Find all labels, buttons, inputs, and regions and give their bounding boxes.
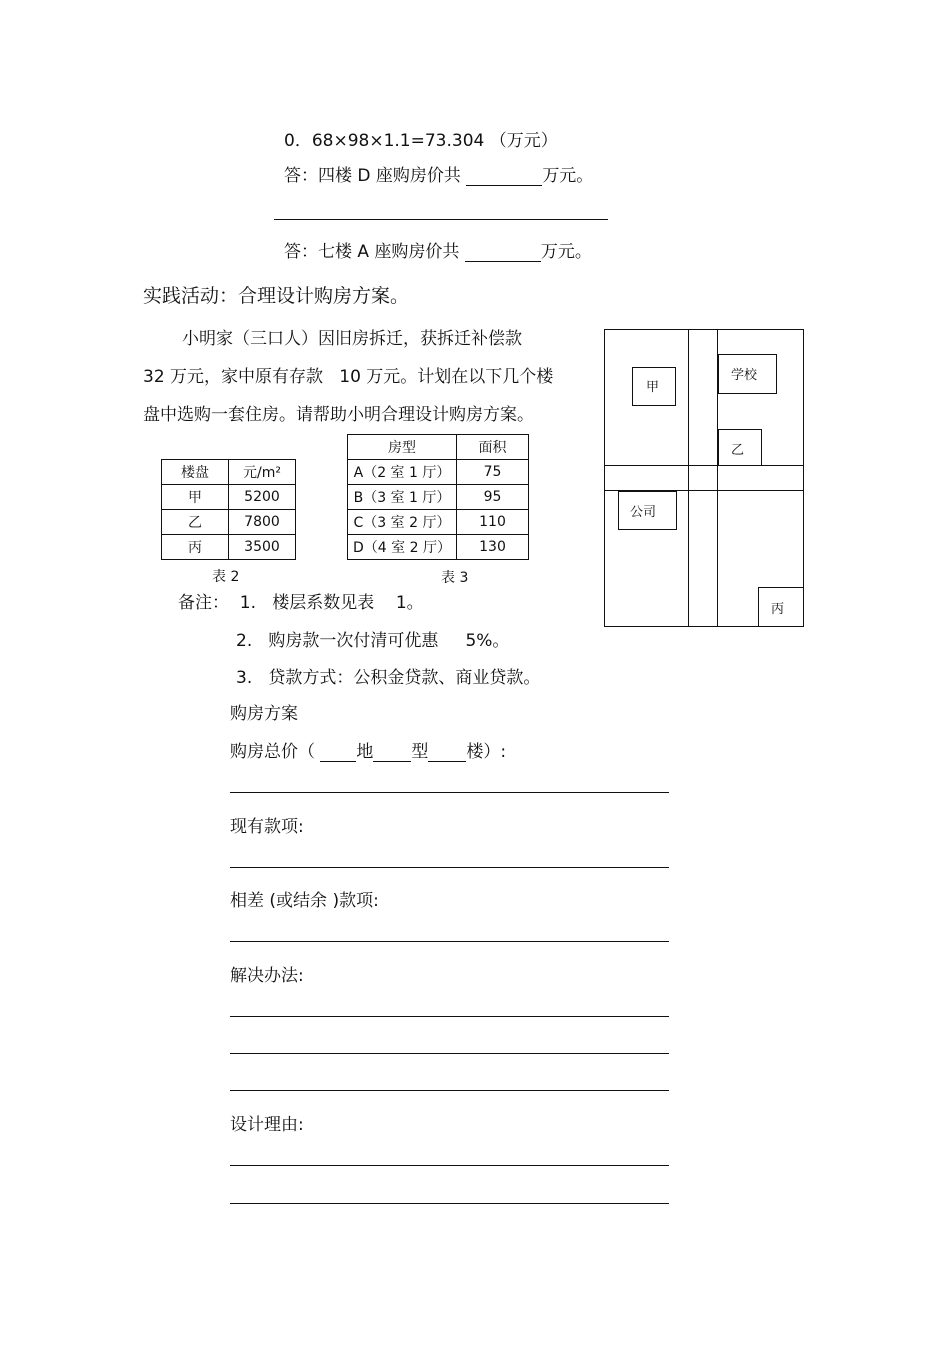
- answer-blank[interactable]: [465, 243, 541, 262]
- table-cell: D（4 室 2 厅）: [348, 535, 457, 560]
- table-row: [162, 535, 296, 560]
- answer-four-d: [284, 161, 593, 186]
- table-row: [162, 510, 296, 535]
- reason-label: 设计理由:: [230, 1115, 304, 1135]
- table-header: 房型: [348, 435, 457, 460]
- answer-line[interactable]: [230, 1053, 669, 1054]
- table-row: [162, 485, 296, 510]
- total-price-line: [230, 737, 506, 762]
- answer-seven-a: [284, 237, 592, 262]
- answer-line[interactable]: [230, 1090, 669, 1091]
- answer-line[interactable]: [230, 792, 669, 793]
- table-header: 楼盘: [162, 460, 229, 485]
- table-row: [348, 510, 529, 535]
- table-cell: 甲: [162, 485, 229, 510]
- answer-line[interactable]: [230, 1203, 669, 1204]
- price-table: [161, 459, 296, 560]
- answer-line[interactable]: [230, 867, 669, 868]
- site-yi: [718, 429, 762, 466]
- room-type-table: [347, 434, 529, 560]
- site-bing: [758, 587, 804, 627]
- company-box: [618, 491, 677, 530]
- table-header: 面积: [457, 435, 529, 460]
- answer-suffix: 万元。: [540, 242, 592, 262]
- table-cell: 丙: [162, 535, 229, 560]
- answer-line[interactable]: [230, 1016, 669, 1017]
- activity-title: 实践活动：合理设计购房方案。: [143, 285, 410, 307]
- table-cell: 乙: [162, 510, 229, 535]
- type-blank[interactable]: [373, 743, 411, 762]
- total-xing: 型: [411, 742, 429, 762]
- total-di: 地: [356, 742, 374, 762]
- table-row: [348, 460, 529, 485]
- note-2: 2. 购房款一次付清可优惠 5%。: [236, 631, 510, 651]
- site-label: 丙: [771, 602, 785, 617]
- table-row: [348, 485, 529, 510]
- table-cell: 95: [457, 485, 529, 510]
- table-cell: C（3 室 2 厅）: [348, 510, 457, 535]
- difference-label: 相差 (或结余 )款项:: [230, 891, 379, 911]
- location-map: [604, 329, 804, 627]
- table-row: [348, 535, 529, 560]
- note-1: 备注： 1. 楼层系数见表 1。: [178, 593, 424, 613]
- location-blank[interactable]: [320, 743, 356, 762]
- answer-line[interactable]: [230, 1165, 669, 1166]
- answer-prefix: 答：七楼 A 座购房价共: [284, 242, 465, 262]
- school-box: [718, 354, 777, 394]
- table-cell: 130: [457, 535, 529, 560]
- site-jia: [632, 367, 676, 406]
- table-header: 元/m²: [229, 460, 296, 485]
- intro-line-2: 32 万元，家中原有存款 10 万元。计划在以下几个楼: [143, 367, 554, 387]
- table-cell: 5200: [229, 485, 296, 510]
- plan-heading: 购房方案: [230, 704, 298, 724]
- table-header-row: [162, 460, 296, 485]
- school-label: 学校: [731, 368, 758, 383]
- site-label: 乙: [731, 443, 745, 458]
- answer-suffix: 万元。: [542, 166, 594, 186]
- answer-line[interactable]: [230, 941, 669, 942]
- funds-label: 现有款项:: [230, 817, 304, 837]
- note-3: 3. 贷款方式：公积金贷款、商业贷款。: [236, 668, 541, 688]
- solution-label: 解决办法:: [230, 966, 304, 986]
- floor-blank[interactable]: [428, 743, 466, 762]
- table-cell: 7800: [229, 510, 296, 535]
- calc-line: 0．68×98×1.1=73.304 （万元）: [284, 131, 558, 151]
- road-line: [605, 465, 803, 466]
- table-cell: A（2 室 1 厅）: [348, 460, 457, 485]
- intro-line-1: 小明家（三口人）因旧房拆迁，获拆迁补偿款: [182, 329, 522, 349]
- site-label: 甲: [646, 380, 660, 395]
- table-caption: 表 3: [441, 570, 469, 586]
- total-prefix: 购房总价（: [230, 742, 321, 762]
- total-lou: 楼）:: [466, 742, 507, 762]
- table-header-row: [348, 435, 529, 460]
- table-cell: 75: [457, 460, 529, 485]
- road-line: [688, 330, 689, 626]
- table-cell: 3500: [229, 535, 296, 560]
- answer-line[interactable]: [274, 219, 608, 220]
- answer-prefix: 答：四楼 D 座购房价共: [284, 166, 467, 186]
- intro-line-3: 盘中选购一套住房。请帮助小明合理设计购房方案。: [143, 405, 534, 425]
- table-caption: 表 2: [212, 569, 240, 585]
- company-label: 公司: [630, 505, 657, 520]
- table-cell: B（3 室 1 厅）: [348, 485, 457, 510]
- answer-blank[interactable]: [466, 167, 542, 186]
- table-cell: 110: [457, 510, 529, 535]
